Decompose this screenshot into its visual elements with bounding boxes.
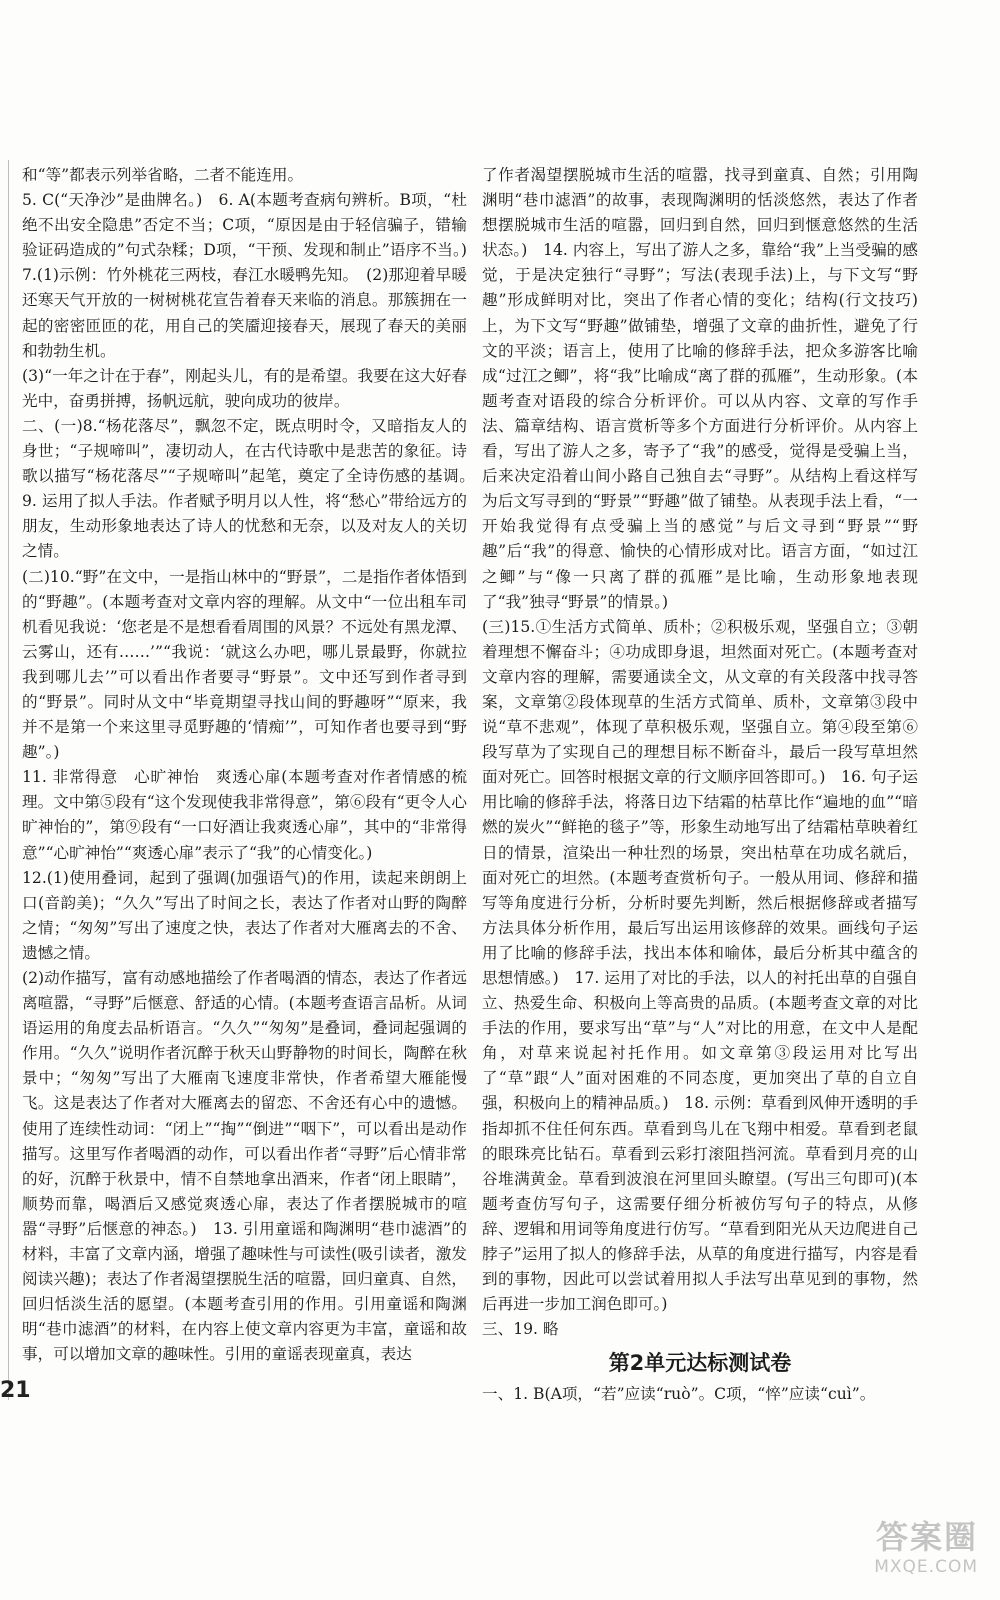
- unit-first-line: 一、1. B(A项，“若”应读“ruò”。C项，“悴”应读“cuì”。: [482, 1385, 876, 1404]
- paragraph: 了作者渴望摆脱城市生活的喧嚣，找寻到童真、自然；引用陶渊明“巷巾滤酒”的故事，表现陶渊明的恬淡悠然，表达了作者想摆脱城市生活的喧嚣，回归到自然，回归到惬意悠然的生活状态。) 14. 内容上，写出了游人之多，靠给“我”上当受骗的感觉，于是决定独行“寻野”；写法(表现手法)上，与下文写“野趣”形成鲜明对比，突出了作者心情的变化；结构(行文技巧)上，为下文写“野趣”做铺垫，增强了文章的曲折性，避免了行文的平淡；语言上，使用了比喻的修辞手法，把众多游客比喻成“过江之鲫”，将“我”比喻成“离了群的孤雁”，生动形象。(本题考查对语段的综合分析评价。可以从内容、文章的写作手法、篇章结构、语言赏析等多个方面进行分析评价。从内容上看，写出了游人之多，寄予了“我”的感受，觉得是受骗上当，后来决定沿着山间小路自己独自去“寻野”。从结构上看这样写为后文写寻到的“野景”“野趣”做了铺垫。从表现手法上看，“一开始我觉得有点受骗上当的感觉”与后文寻到“野景”“野趣”后“我”的得意、愉快的心情形成对比。语言方面，“如过江之鲫”与“像一只离了群的孤雁”是比喻，生动形象地表现了“我”独寻“野景”的情景。): [482, 166, 918, 611]
- paragraph: 11. 非常得意 心旷神怡 爽透心扉(本题考查对作者情感的梳理。文中第⑤段有“这个发现使我非常得意”，第⑥段有“更令人心旷神怡的”，第⑨段有“一口好酒让我爽透心扉”，其中的“非常得意”“心旷神怡”“爽透心扉”表示了“我”的心情变化。): [22, 768, 467, 862]
- paragraph: 5. C(“天净沙”是曲牌名。) 6. A(本题考查病句辨析。B项，“杜绝不出安全隐患”否定不当；C项，“原因是由于轻信骗子，错输验证码造成的”句式杂糅；D项，“干预、发现和制止”语序不当。) 7.(1)示例：竹外桃花三两枝，春江水暖鸭先知。 (2)那迎着早暖还寒天气开放的一树树桃花宣告着春天来临的消息。那簇拥在一起的密密匝匝的花，用自己的笑靥迎接春天，展现了春天的美丽和勃勃生机。: [22, 191, 483, 360]
- right-column: [482, 163, 918, 1408]
- paragraph: (二)10.“野”在文中，一是指山林中的“野景”，二是指作者体悟到的“野趣”。(本题考查对文章内容的理解。从文中“一位出租车司机看见我说：‘您老是不是想看看周围的风景？不远处有黑龙潭、云雾山，还有……’”“我说：‘就这么办吧，哪儿景最野，你就拉我到哪儿去’”可以看出作者要寻“野景”。文中还写到作者寻到的“野景”。同时从文中“毕竟期望寻找山间的野趣呀”“原来，我并不是第一个来这里寻觅野趣的‘情痴’”，可知作者也要寻到“野趣”。): [22, 567, 467, 762]
- page-number: 21: [0, 1378, 31, 1403]
- left-column: [22, 163, 483, 1368]
- paragraph: (3)“一年之计在于春”，刚起头儿，有的是希望。我要在这大好春光中，奋勇拼搏，扬帆远航，驶向成功的彼岸。: [22, 366, 467, 410]
- watermark-url: MXQE.COM: [874, 1557, 978, 1577]
- paragraph: 12.(1)使用叠词，起到了强调(加强语气)的作用，读起来朗朗上口(音韵美)；“久久”写出了时间之长，表达了作者对山野的陶醉之情；“匆匆”写出了速度之快，表达了作者对大雁离去的不舍、遗憾之情。: [22, 868, 467, 962]
- watermark-logo: [828, 1518, 978, 1584]
- paragraph: 二、(一)8.“杨花落尽”，飘忽不定，既点明时令，又暗指友人的身世；“子规啼叫”，凄切动人，在古代诗歌中是悲苦的象征。诗歌以描写“杨花落尽”“子规啼叫”起笔，奠定了全诗伤感的基调。 9. 运用了拟人手法。作者赋予明月以人性，将“愁心”带给远方的朋友，生动形象地表达了诗人的忧愁和无奈，以及对友人的关切之情。: [22, 416, 483, 561]
- margin-rule: [8, 160, 9, 1400]
- paragraph: 和“等”都表示列举省略，二者不能连用。: [22, 166, 304, 184]
- watermark-text: 答案圈: [875, 1518, 978, 1556]
- section-three: 三、19. 略: [482, 1320, 559, 1339]
- paragraph: (2)动作描写，富有动感地描绘了作者喝酒的情态，表达了作者远离喧嚣，“寻野”后惬意、舒适的心情。(本题考查语言品析。从词语运用的角度去品析语言。“久久”“匆匆”是叠词，叠词起强调的作用。“久久”说明作者沉醉于秋天山野静物的时间长，陶醉在秋景中；“匆匆”写出了大雁南飞速度非常快，作者希望大雁能慢飞。这是表达了作者对大雁离去的留恋、不舍还有心中的遗憾。使用了连续性动词：“闭上”“掏”“倒进”“咽下”，可以看出是动作描写。这里写作者喝酒的动作，可以看出作者“寻野”后心情非常的好，沉醉于秋景中，情不自禁地拿出酒来，作者“闭上眼睛”，顺势而靠，喝酒后又感觉爽透心扉，表达了作者摆脱城市的喧嚣“寻野”后惬意的神态。) 13. 引用童谣和陶渊明“巷巾滤酒”的材料，丰富了文章内涵，增强了趣味性与可读性(吸引读者，激发阅读兴趣)；表达了作者渴望摆脱生活的喧嚣，回归童真、自然，回归恬淡生活的愿望。(本题考查引用的作用。引用童谣和陶渊明“巷巾滤酒”的材料，在内容上使文章内容更为丰富，童谣和故事，可以增加文章的趣味性。引用的童谣表现童真，表达: [22, 969, 467, 1364]
- paragraph: (三)15.①生活方式简单、质朴；②积极乐观，坚强自立；③朝着理想不懈奋斗；④功成即身退，坦然面对死亡。(本题考查对文章内容的理解，需要通读全文，从文章的有关段落中找寻答案，文章第②段体现草的生活方式简单、质朴，文章第③段中说“草不悲观”，体现了草积极乐观，坚强自立。第④段至第⑥段写草为了实现自己的理想目标不断奋斗，最后一段写草坦然面对死亡。回答时根据文章的行文顺序回答即可。) 16. 句子运用比喻的修辞手法，将落日边下结霜的枯草比作“遍地的血”“暗燃的炭火”“鲜艳的毯子”等，形象生动地写出了结霜枯草映着红日的情景，渲染出一种壮烈的场景，突出枯草在功成名就后，面对死亡的坦然。(本题考查赏析句子。一般从用词、修辞和描写等角度进行分析，分析时要先判断，然后根据修辞或者描写方法具体分析作用，最后写出运用该修辞的效果。画线句子运用了比喻的修辞手法，找出本体和喻体，最后分析其中蕴含的思想情感。) 17. 运用了对比的手法，以人的衬托出草的自强自立、热爱生命、积极向上等高贵的品质。(本题考查文章的对比手法的作用，要求写出“草”与“人”对比的用意，在文中人是配角，对草来说起衬托作用。如文章第③段运用对比写出了“草”跟“人”面对困难的不同态度，更加突出了草的自立自强，积极向上的精神品质。) 18. 示例：草看到风伸开透明的手指却抓不住任何东西。草看到鸟儿在飞翔中相爱。草看到老鼠的眼珠亮比钻石。草看到云彩打滚阻挡河流。草看到月亮的山谷堆满黄金。草看到波浪在河里回头瞭望。(写出三句即可)(本题考查仿写句子，这需要仔细分析被仿写句子的特点，从修辞、逻辑和用词等角度进行仿写。“草看到阳光从天边爬进自己脖子”运用了拟人的修辞手法，从草的角度进行描写，内容是看到的事物，因此可以尝试着用拟人手法写出草见到的事物，然后再进一步加工润色即可。): [482, 617, 918, 1314]
- unit-title: 第2单元达标测试卷: [608, 1351, 792, 1376]
